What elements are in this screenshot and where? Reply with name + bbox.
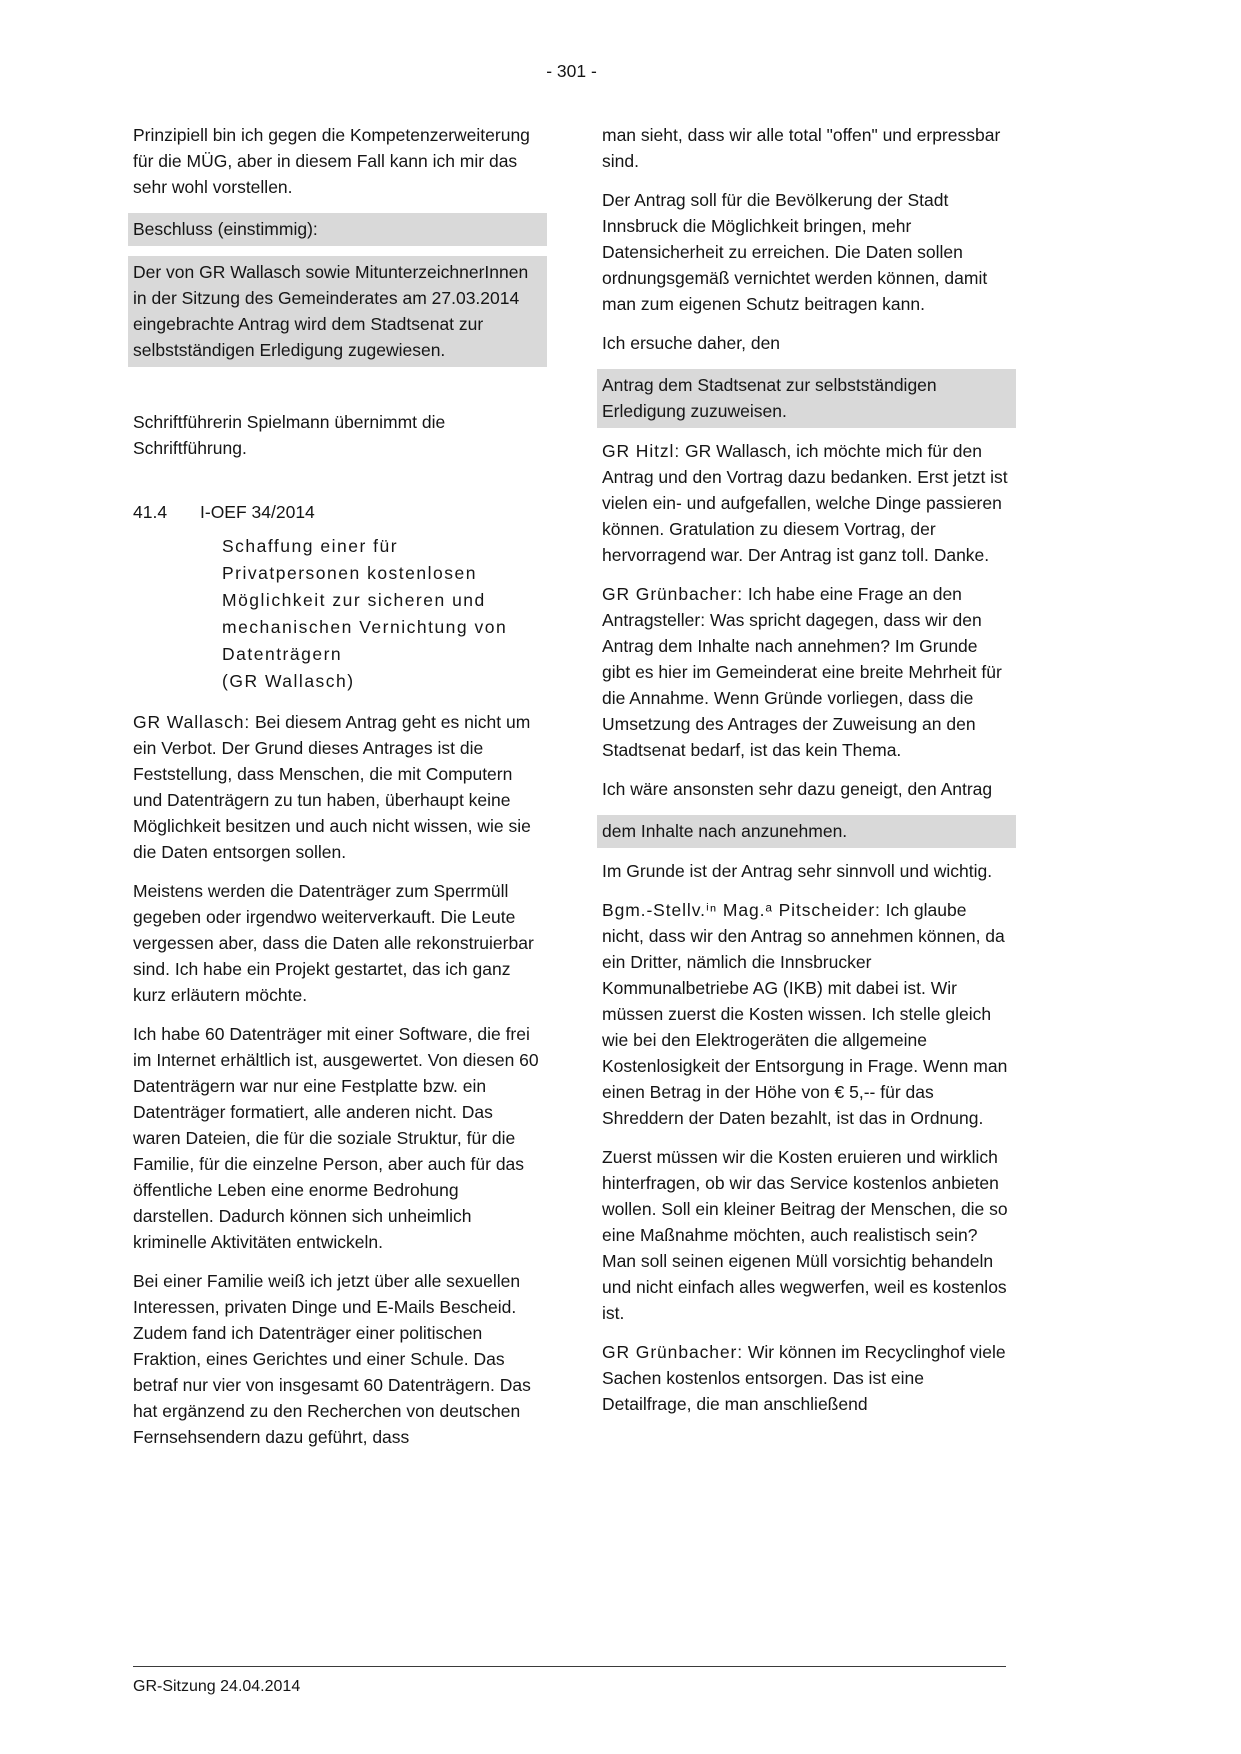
two-column-content xyxy=(133,122,1013,1463)
speaker-name: GR Grünbacher: xyxy=(602,1342,743,1362)
speech-paragraph xyxy=(602,1339,1010,1417)
speaker-name: GR Hitzl: xyxy=(602,441,681,461)
speaker-name: GR Wallasch: xyxy=(133,712,251,732)
speech-text: Wir können im Recyclinghof viele Sachen kostenlos entsorgen. Das ist eine Detailfrage, die man anschließend xyxy=(602,1342,1006,1414)
paragraph: Ich habe 60 Datenträger mit einer Software, die frei im Internet erhältlich ist, ausgewertet. Von diesen 60 Datenträgern war nur eine Festplatte bzw. ein Datenträger formatiert, alle anderen nicht. Das waren Dateien, die für die soziale Struktur, für die Familie, für die einzelne Person, aber auch für das öffentliche Leben eine enorme Bedrohung darstellen. Dadurch können sich unheimlich kriminelle Aktivitäten entwickeln. xyxy=(133,1024,539,1252)
paragraph: Meistens werden die Datenträger zum Sperrmüll gegeben oder irgendwo weiterverkauft. Die Leute vergessen aber, dass die Daten alle rekonstruierbar sind. Ich habe ein Projekt gestartet, das ich ganz kurz erläutern möchte. xyxy=(133,881,534,1005)
agenda-item-heading-row xyxy=(133,499,541,525)
agenda-item-subtitle: Schaffung einer für Privatpersonen kostenlosen Möglichkeit zur sicheren und mechanischen Vernichtung von Datenträgern xyxy=(222,536,508,664)
paragraph: Ich ersuche daher, den xyxy=(602,333,781,353)
right-column xyxy=(602,122,1010,1463)
paragraph: Der Antrag soll für die Bevölkerung der Stadt Innsbruck die Möglichkeit bringen, mehr Datensicherheit zu erreichen. Die Daten sollen ordnungsgemäß vernichtet werden können, damit man zum eigenen Schutz beitragen kann. xyxy=(602,190,988,314)
speech-paragraph xyxy=(602,897,1010,1131)
paragraph: Zuerst müssen wir die Kosten eruieren und wirklich hinterfragen, ob wir das Service kostenlos anbieten wollen. Soll ein kleiner Beitrag der Menschen, die so eine Maßnahme möchten, auch realistisch sein? Man soll seinen eigenen Müll vorsichtig behandeln und nicht einfach alles wegwerfen, weil es kostenlos ist. xyxy=(602,1147,1008,1323)
motion-highlight: Antrag dem Stadtsenat zur selbstständigen Erledigung zuzuweisen. xyxy=(597,369,1016,428)
speech-text: Ich glaube nicht, dass wir den Antrag so annehmen können, da ein Dritter, nämlich die Innsbrucker Kommunalbetriebe AG (IKB) mit dabei ist. Wir müssen zuerst die Kosten wissen. Ich stelle gleich wie bei den Elektrogeräten die allgemeine Kostenlosigkeit der Entsorgung in Frage. Wenn man einen Betrag in der Höhe von € 5,-- für das Shreddern der Daten bezahlt, ist das in Ordnung. xyxy=(602,900,1008,1128)
left-column xyxy=(133,122,541,1463)
speech-paragraph xyxy=(602,581,1010,763)
paragraph: Im Grunde ist der Antrag sehr sinnvoll und wichtig. xyxy=(602,861,993,881)
clerk-note-paragraph: Schriftführerin Spielmann übernimmt die Schriftführung. xyxy=(133,412,446,458)
speech-text: Bei diesem Antrag geht es nicht um ein Verbot. Der Grund dieses Antrages ist die Feststellung, dass Menschen, die mit Computern und Datenträgern zu tun haben, überhaupt keine Möglichkeit besitzen und auch nicht wissen, wie sie die Daten entsorgen sollen. xyxy=(133,712,531,862)
paragraph: Prinzipiell bin ich gegen die Kompetenzerweiterung für die MÜG, aber in diesem Fall kann ich mir das sehr wohl vorstellen. xyxy=(133,125,530,197)
speaker-name: Bgm.-Stellv.ⁱⁿ Mag.ᵃ Pitscheider: xyxy=(602,900,881,920)
agenda-item-author: (GR Wallasch) xyxy=(222,671,355,691)
paragraph: Ich wäre ansonsten sehr dazu geneigt, den Antrag xyxy=(602,779,993,799)
page-footer: GR-Sitzung 24.04.2014 xyxy=(133,1666,1006,1700)
decision-label-highlight: Beschluss (einstimmig): xyxy=(128,213,547,246)
speech-paragraph xyxy=(602,438,1010,568)
speaker-name: GR Grünbacher: xyxy=(602,584,743,604)
decision-text-highlight: Der von GR Wallasch sowie MitunterzeichnerInnen in der Sitzung des Gemeinderates am 27.03.2014 eingebrachte Antrag wird dem Stadtsenat zur selbstständigen Erledigung zugewiesen. xyxy=(128,256,547,367)
agenda-item-code: I-OEF 34/2014 xyxy=(200,502,315,522)
page-number: - 301 - xyxy=(546,61,597,81)
speech-text: GR Wallasch, ich möchte mich für den Antrag und den Vortrag dazu bedanken. Erst jetzt ist vielen ein- und aufgefallen, welche Dinge passieren können. Gratulation zu diesem Vortrag, der hervorragend war. Der Antrag ist ganz toll. Danke. xyxy=(602,441,1008,565)
agenda-item-heading xyxy=(133,499,541,695)
speech-text: Ich habe eine Frage an den Antragsteller: Was spricht dagegen, dass wir den Antrag dem Inhalte nach annehmen? Im Grunde gibt es hier im Gemeinderat eine breite Mehrheit für die Annahme. Wenn Gründe vorliegen, dass die Umsetzung des Antrages der Zuweisung an den Stadtsenat bedarf, ist das kein Thema. xyxy=(602,584,1002,760)
paragraph: man sieht, dass wir alle total "offen" und erpressbar sind. xyxy=(602,125,1001,171)
paragraph: Bei einer Familie weiß ich jetzt über alle sexuellen Interessen, privaten Dinge und E-Mails Bescheid. Zudem fand ich Datenträger einer politischen Fraktion, eines Gerichtes und einer Schule. Das betraf nur vier von insgesamt 60 Datenträgern. Das hat ergänzend zu den Recherchen von deutschen Fernsehsendern dazu geführt, dass xyxy=(133,1271,531,1447)
motion-highlight: dem Inhalte nach anzunehmen. xyxy=(597,815,1016,848)
agenda-item-number: 41.4 xyxy=(133,502,168,522)
speech-paragraph xyxy=(133,709,541,865)
